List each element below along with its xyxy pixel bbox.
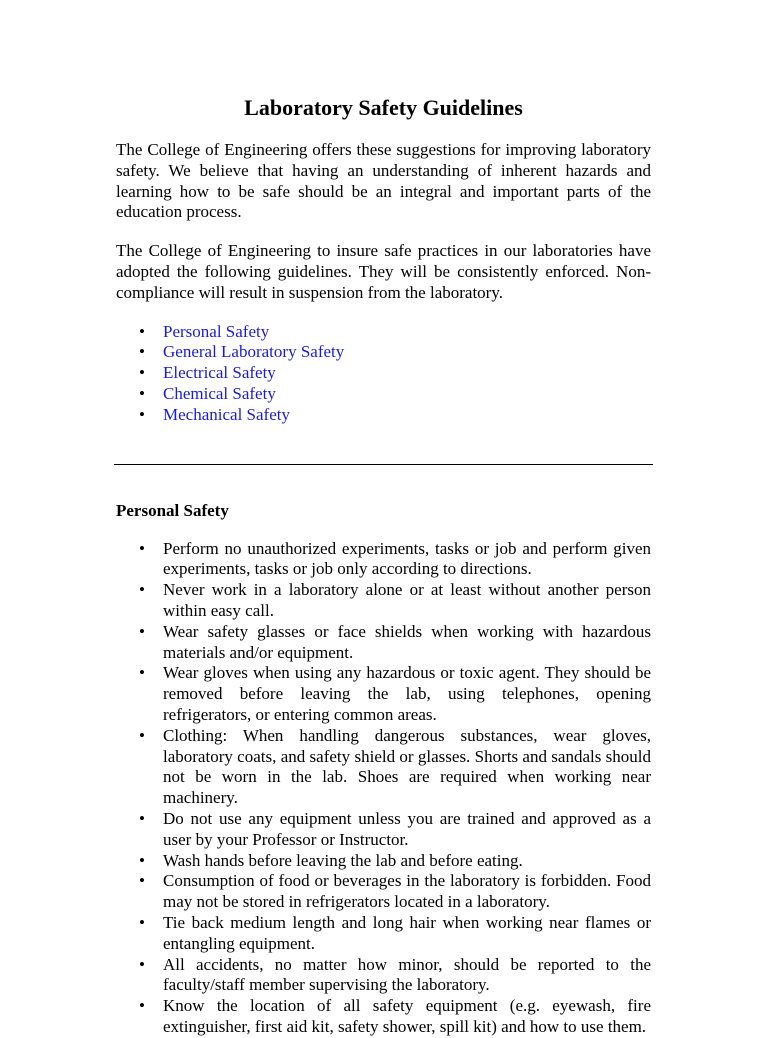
list-item [116, 622, 651, 664]
bullet-icon: • [139, 342, 145, 362]
document-page [116, 94, 651, 1038]
list-item-text: Do not use any equipment unless you are trained and approved as a user by your Professor or Instructor. [163, 808, 651, 849]
page-title: Laboratory Safety Guidelines [244, 95, 523, 120]
toc-item-chemical-safety [116, 384, 651, 405]
bullet-icon: • [139, 404, 145, 424]
bullet-icon: • [139, 954, 145, 974]
list-item [116, 809, 651, 851]
intro-paragraph-1: The College of Engineering offers these suggestions for improving laboratory safety. We believe that having an understanding of inherent hazards and learning how to be safe should be an integral and important parts of the education process. [116, 140, 651, 222]
bullet-icon: • [139, 871, 145, 891]
list-item [116, 726, 651, 809]
toc-link-personal-safety[interactable]: Personal Safety [163, 321, 270, 341]
list-item [116, 913, 651, 955]
section-heading-personal-safety: Personal Safety [116, 500, 229, 520]
intro-paragraph-2: The College of Engineering to insure safe practices in our laboratories have adopted the following guidelines. They will be consistently enforced. Non-compliance will result in suspension from the laboratory. [116, 241, 651, 302]
list-item [116, 955, 651, 997]
toc-item-mechanical-safety [116, 405, 651, 426]
bullet-icon: • [139, 996, 145, 1016]
toc-item-general-laboratory-safety [116, 342, 651, 363]
list-item [116, 851, 651, 872]
bullet-icon: • [139, 663, 145, 683]
section-divider [114, 464, 653, 465]
bullet-icon: • [139, 363, 145, 383]
list-item-text: Wear gloves when using any hazardous or toxic agent. They should be removed before leaving the lab, using telephones, opening refrigerators, or entering common areas. [163, 663, 651, 724]
list-item-text: Consumption of food or beverages in the laboratory is forbidden. Food may not be stored in refrigerators located in a laboratory. [163, 871, 651, 912]
toc-link-electrical-safety[interactable]: Electrical Safety [163, 363, 276, 383]
list-item [116, 580, 651, 622]
list-item [116, 539, 651, 581]
list-item [116, 871, 651, 913]
personal-safety-list [116, 539, 651, 1038]
list-item [116, 663, 651, 725]
toc-link-chemical-safety[interactable]: Chemical Safety [163, 383, 276, 403]
list-item-text: Wear safety glasses or face shields when working with hazardous materials and/or equipment. [163, 621, 651, 662]
bullet-icon: • [139, 912, 145, 932]
list-item [116, 996, 651, 1038]
bullet-icon: • [139, 621, 145, 641]
list-item-text: Clothing: When handling dangerous substances, wear gloves, laboratory coats, and safety shield or glasses. Shorts and sandals should not be worn in the lab. Shoes are required when working near machinery. [163, 725, 651, 808]
bullet-icon: • [139, 850, 145, 870]
bullet-icon: • [139, 383, 145, 403]
toc-link-mechanical-safety[interactable]: Mechanical Safety [163, 404, 290, 424]
bullet-icon: • [139, 808, 145, 828]
bullet-icon: • [139, 580, 145, 600]
toc-link-general-laboratory-safety[interactable]: General Laboratory Safety [163, 342, 345, 362]
toc-item-personal-safety [116, 322, 651, 343]
list-item-text: Wash hands before leaving the lab and before eating. [163, 850, 523, 870]
list-item-text: Perform no unauthorized experiments, tasks or job and perform given experiments, tasks or job only according to directions. [163, 538, 651, 579]
list-item-text: Know the location of all safety equipment (e.g. eyewash, fire extinguisher, first aid kit, safety shower, spill kit) and how to use them. [163, 996, 651, 1036]
list-item-text: Never work in a laboratory alone or at least without another person within easy call. [163, 580, 651, 620]
list-item-text: Tie back medium length and long hair when working near flames or entangling equipment. [163, 912, 651, 953]
table-of-contents [116, 322, 651, 426]
bullet-icon: • [139, 538, 145, 558]
list-item-text: All accidents, no matter how minor, should be reported to the faculty/staff member supervising the laboratory. [163, 954, 651, 995]
bullet-icon: • [139, 321, 145, 341]
bullet-icon: • [139, 725, 145, 745]
toc-item-electrical-safety [116, 363, 651, 384]
